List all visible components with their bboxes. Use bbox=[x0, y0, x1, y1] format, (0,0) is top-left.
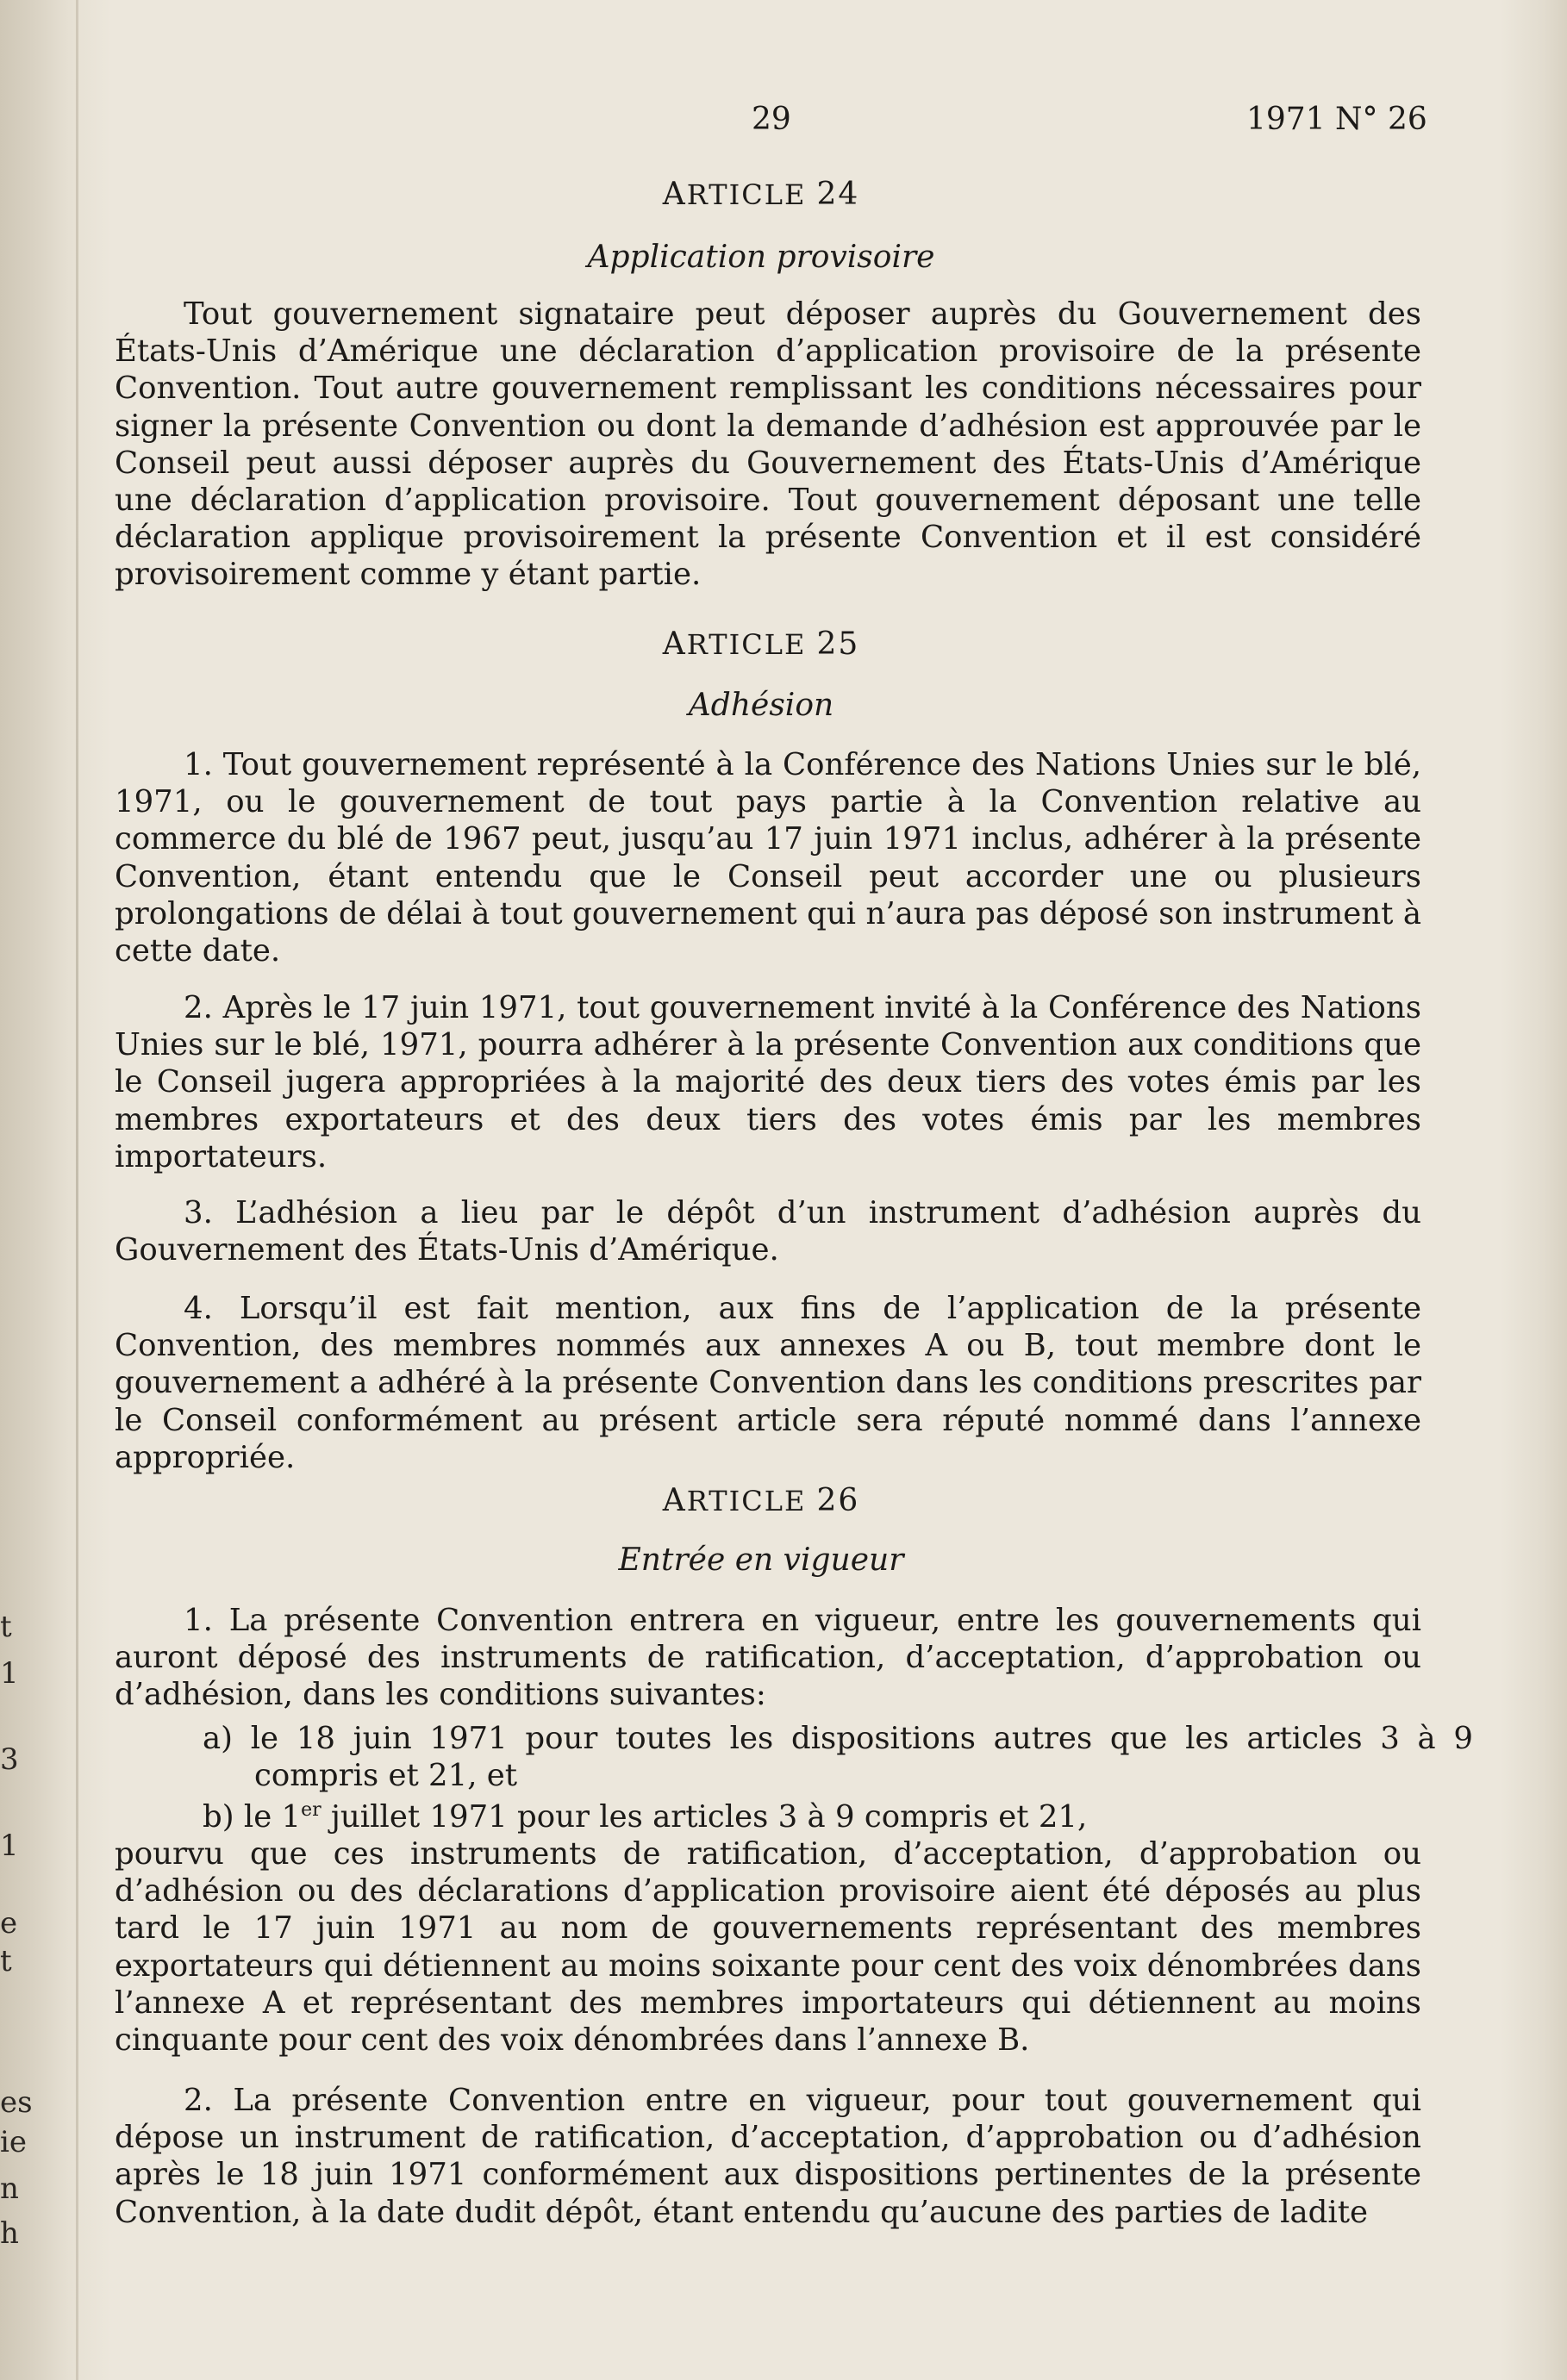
margin-fragment: ie bbox=[0, 2125, 27, 2159]
article-heading bbox=[115, 1484, 1408, 1518]
article-heading bbox=[115, 627, 1408, 662]
heading-initial: A bbox=[662, 626, 687, 662]
heading-initial: A bbox=[662, 177, 687, 212]
list-item bbox=[203, 1798, 1421, 1835]
paragraph: 4. Lorsqu’il est fait mention, aux fins de l’application de la présente Convention, des membres nommés aux annexes A ou B, tout membre dont le gouvernement a adhéré à la présente Convention dans les conditions prescrites par le Conseil conformément au présent article sera réputé nommé dans l’annexe appropriée. bbox=[115, 1291, 1421, 1475]
margin-fragment: t bbox=[0, 1944, 12, 1978]
paragraph: 1. Tout gouvernement représenté à la Conférence des Nations Unies sur le blé, 1971, ou le gouvernement de tout pays partie à la Convention relative au commerce du blé de 1967 peut, jusqu’au 17 juin 1971 inclus, adhérer à la présente Convention, étant entendu que le Conseil peut accorder une ou plusieurs prolongations de délai à tout gouvernement qui n’aura pas déposé son instrument à cette date. bbox=[115, 747, 1421, 969]
margin-fragment: 1 bbox=[0, 1656, 19, 1691]
heading-initial: A bbox=[662, 1483, 687, 1518]
margin-fragment: 1 bbox=[0, 1829, 19, 1863]
document-reference: 1971 N° 26 bbox=[1246, 102, 1427, 137]
margin-fragment: es bbox=[0, 2085, 33, 2120]
heading-number: 26 bbox=[816, 1483, 860, 1518]
margin-fragment: h bbox=[0, 2216, 19, 2251]
heading-word: RTICLE bbox=[686, 178, 807, 211]
margin-fragment: n bbox=[0, 2171, 19, 2206]
margin-fragment: t bbox=[0, 1610, 12, 1644]
heading-number: 24 bbox=[816, 177, 860, 212]
heading-word: RTICLE bbox=[686, 1485, 807, 1517]
paragraph: 1. La présente Convention entrera en vigueur, entre les gouvernements qui auront déposé des instruments de ratification, d’acceptation, d’approbation ou d’adhésion, dans les conditions suivantes: bbox=[115, 1603, 1421, 1713]
list-item: a) le 18 juin 1971 pour toutes les dispositions autres que les articles 3 à 9 compris et 21, et bbox=[203, 1721, 1473, 1794]
list-item-text: juillet 1971 pour les articles 3 à 9 compris et 21, bbox=[321, 1799, 1088, 1835]
article-subtitle: Application provisoire bbox=[587, 240, 935, 275]
superscript: er bbox=[301, 1799, 322, 1822]
paragraph: 3. L’adhésion a lieu par le dépôt d’un instrument d’adhésion auprès du Gouvernement des États-Unis d’Amérique. bbox=[115, 1195, 1421, 1268]
heading-word: RTICLE bbox=[686, 628, 807, 661]
article-heading bbox=[115, 178, 1408, 212]
page-number: 29 bbox=[752, 102, 791, 137]
paragraph-continuation: pourvu que ces instruments de ratification, d’acceptation, d’approbation ou d’adhésion ou des déclarations d’application provisoire aient été déposés au plus tard le 17 juin 1971 au nom de gouvernements représentant des membres exportateurs qui détiennent au moins soixante pour cent des voix dénombrées dans l’annexe A et représentant des membres importateurs qui détiennent au moins cinquante pour cent des voix dénombrées dans l’annexe B. bbox=[115, 1836, 1421, 2059]
margin-fragment: e bbox=[0, 1906, 18, 1941]
article-subtitle: Adhésion bbox=[688, 688, 834, 723]
article-subtitle: Entrée en vigueur bbox=[618, 1542, 904, 1578]
binding-gutter bbox=[76, 0, 78, 2380]
paragraph: Tout gouvernement signataire peut déposer auprès du Gouvernement des États-Unis d’Amérique une déclaration d’application provisoire de la présente Convention. Tout autre gouvernement remplissant les conditions nécessaires pour signer la présente Convention ou dont la demande d’adhésion est approuvée par le Conseil peut aussi déposer auprès du Gouvernement des États-Unis d’Amérique une déclaration d’application provisoire. Tout gouvernement déposant une telle déclaration applique provisoirement la présente Convention et il est considéré provisoirement comme y étant partie. bbox=[115, 296, 1421, 593]
margin-fragment: 3 bbox=[0, 1742, 19, 1777]
paragraph: 2. Après le 17 juin 1971, tout gouvernement invité à la Conférence des Nations Unies sur le blé, 1971, pourra adhérer à la présente Convention aux conditions que le Conseil jugera appropriées à la majorité des deux tiers des votes émis par les membres exportateurs et des deux tiers des votes émis par les membres importateurs. bbox=[115, 990, 1421, 1174]
list-item-text: b) le 1 bbox=[203, 1799, 302, 1835]
heading-number: 25 bbox=[816, 626, 860, 662]
paragraph: 2. La présente Convention entre en vigueur, pour tout gouvernement qui dépose un instrument de ratification, d’acceptation, d’approbation ou d’adhésion après le 18 juin 1971 conformément aux dispositions pertinentes de la présente Convention, à la date dudit dépôt, étant entendu qu’aucune des parties de ladite bbox=[115, 2083, 1421, 2230]
